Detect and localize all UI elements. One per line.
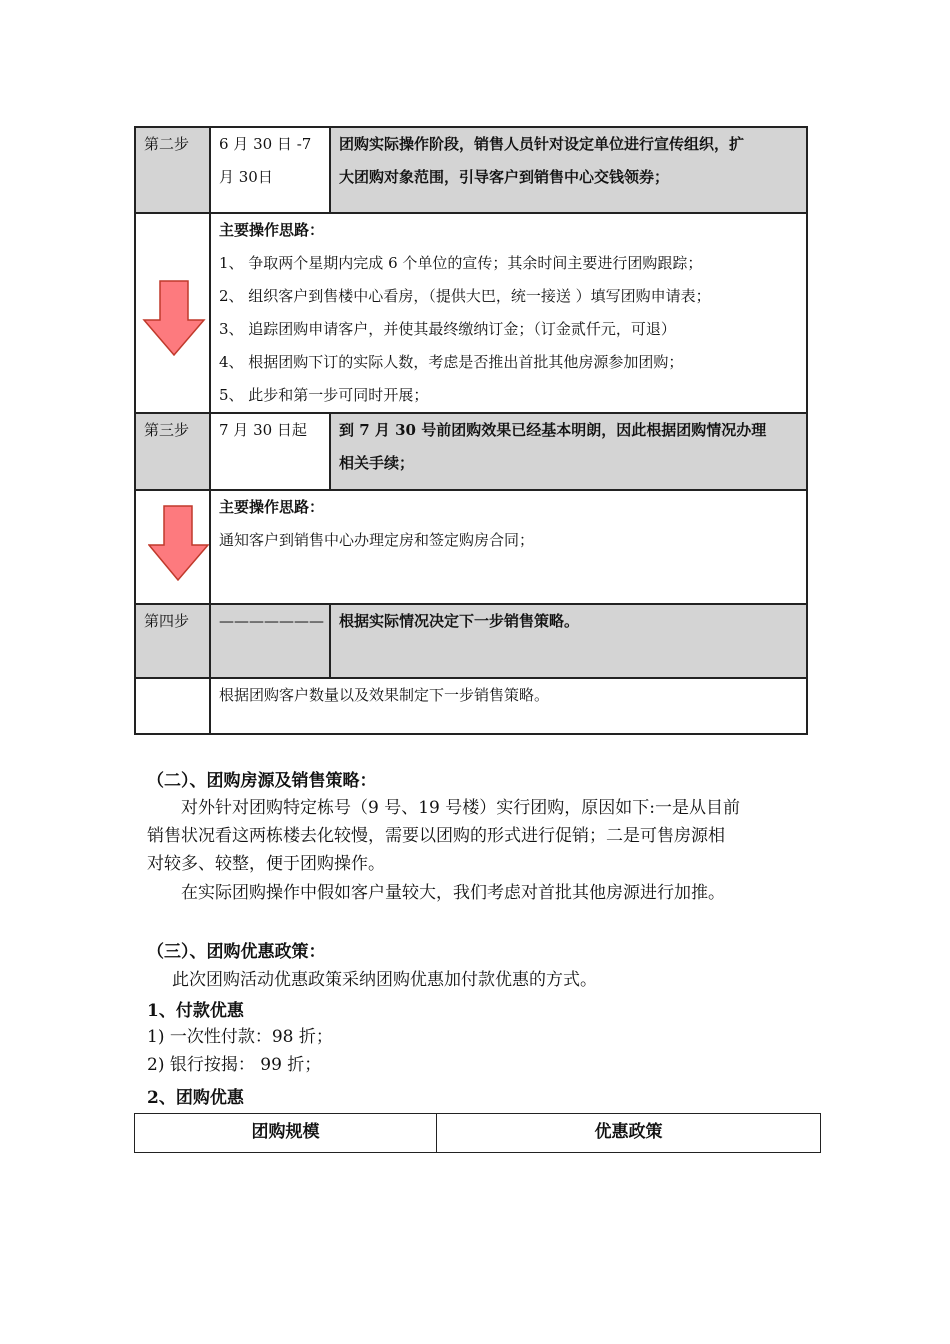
step3-ideas — [210, 490, 807, 604]
section3-intro: 此次团购活动优惠政策采纳团购优惠加付款优惠的方式。 — [172, 970, 597, 990]
step2-idea-item: 4、 根据团购下订的实际人数，考虑是否推出首批其他房源参加团购； — [219, 353, 684, 371]
step2-header-row — [135, 127, 807, 213]
step4-note: 根据团购客户数量以及效果制定下一步销售策略。 — [210, 678, 807, 734]
step4-date: ——————— — [210, 604, 330, 678]
step3-idea-item: 通知客户到销售中心办理定房和签定购房合同； — [219, 531, 535, 549]
step3-description: 到 7 月 30 号前团购效果已经基本明朗，因此根据团购情况办理 相关手续； — [330, 413, 807, 490]
step2-arrow-cell — [135, 213, 210, 413]
step2-idea-item: 1、 争取两个星期内完成 6 个单位的宣传；其余时间主要进行团购跟踪； — [219, 254, 703, 272]
step2-ideas-row — [135, 213, 807, 413]
section2-para1-line: 销售状况看这两栋楼去化较慢，需要以团购的形式进行促销；二是可售房源相 — [147, 826, 725, 846]
step2-description: 团购实际操作阶段，销售人员针对设定单位进行宣传组织，扩 大团购对象范围，引导客户到销售中心交钱领券； — [330, 127, 807, 213]
step4-label: 第四步 — [135, 604, 210, 678]
payment-item: 2) 银行按揭： 99 折； — [147, 1055, 322, 1075]
policy-header-policy: 优惠政策 — [437, 1114, 821, 1153]
step2-idea-item: 5、 此步和第一步可同时开展； — [219, 386, 429, 404]
policy-header-scale: 团购规模 — [135, 1114, 437, 1153]
section2-heading: （二）、团购房源及销售策略： — [147, 771, 377, 791]
step2-ideas-title: 主要操作思路： — [219, 221, 325, 239]
down-arrow-icon — [142, 280, 206, 356]
step4-note-row — [135, 678, 807, 734]
step2-date: 6 月 30 日 -7 月 30日 — [210, 127, 330, 213]
step4-description: 根据实际情况决定下一步销售策略。 — [330, 604, 807, 678]
policy-header-row — [135, 1114, 821, 1153]
step3-ideas-title: 主要操作思路： — [219, 498, 325, 516]
step3-date: 7 月 30 日起 — [210, 413, 330, 490]
section2-para2: 在实际团购操作中假如客户量较大，我们考虑对首批其他房源进行加推。 — [181, 883, 725, 903]
step3-ideas-row — [135, 490, 807, 604]
down-arrow-icon — [148, 505, 210, 581]
step2-idea-item: 3、 追踪团购申请客户，并使其最终缴纳订金；（订金贰仟元，可退） — [219, 320, 676, 338]
step2-idea-item: 2、 组织客户到售楼中心看房，（提供大巴，统一接送 ）填写团购申请表； — [219, 287, 711, 305]
step3-label: 第三步 — [135, 413, 210, 490]
step2-label: 第二步 — [135, 127, 210, 213]
step3-arrow-cell — [135, 490, 210, 604]
step2-ideas — [210, 213, 807, 413]
step4-header-row — [135, 604, 807, 678]
step4-empty-cell — [135, 678, 210, 734]
section3-heading: （三）、团购优惠政策： — [147, 942, 326, 962]
payment-heading: 1、付款优惠 — [147, 1001, 244, 1021]
payment-item: 1) 一次性付款：98 折； — [147, 1027, 333, 1047]
section2-para1-line: 对较多、较整，便于团购操作。 — [147, 854, 385, 874]
section2-para1-line: 对外针对团购特定栋号（9 号、19 号楼）实行团购，原因如下:一是从目前 — [181, 798, 740, 818]
steps-table — [134, 126, 808, 735]
group-discount-heading: 2、团购优惠 — [147, 1088, 244, 1108]
group-policy-table — [134, 1113, 821, 1153]
step3-header-row — [135, 413, 807, 490]
